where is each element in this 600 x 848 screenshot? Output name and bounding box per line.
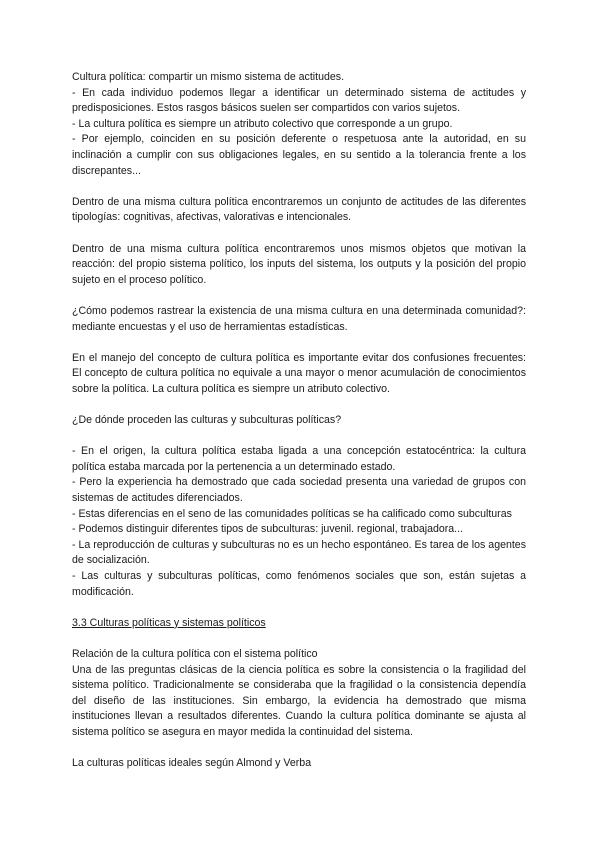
- paragraph-relation: Una de las preguntas clásicas de la ciencia política es sobre la consistencia o la fragilidad del sistema político. Tradicionalmente se consideraba que la fragilidad o la consistencia dependía del diseño de las instituciones. Sin embargo, la evidencia ha demostrado que misma instituciones llevan a resultados diferentes. Cuando la cultura política dominante se ajusta al sistema político se asegura en mayor medida la continuidad del sistema.: [72, 663, 526, 738]
- spacer: [72, 226, 526, 242]
- subheading: Relación de la cultura política con el sistema político: [72, 647, 318, 660]
- paragraph-objects: Dentro de una misma cultura política encontraremos unos mismos objetos que motivan la reacción: del propio sistema político, los inputs del sistema, los outputs y la posición del propio sujeto en el proceso político.: [72, 242, 526, 286]
- list-item: - Pero la experiencia ha demostrado que cada sociedad presenta una variedad de grupos con sistemas de actitudes diferenciados.: [72, 476, 526, 505]
- list-item: - Podemos distinguir diferentes tipos de subculturas: juvenil. regional, trabajadora...: [72, 523, 464, 536]
- question-origin: ¿De dónde proceden las culturas y subculturas políticas?: [72, 414, 342, 427]
- intro-block: [72, 70, 526, 179]
- spacer: [72, 600, 526, 616]
- origin-list: [72, 444, 526, 600]
- section-heading: 3.3 Culturas políticas y sistemas políticos: [72, 616, 266, 629]
- spacer: [72, 631, 526, 647]
- spacer: [72, 179, 526, 195]
- intro-bullet-3: - Por ejemplo, coinciden en su posición deferente o respetuosa ante la autoridad, en su inclinación a cumplir con sus obligaciones legales, en su sentido a la tolerancia frente a los discrepantes...: [72, 133, 526, 177]
- paragraph-tracking: ¿Cómo podemos rastrear la existencia de una misma cultura en una determinada comunidad?: mediante encuestas y el uso de herramientas estadísticas.: [72, 304, 526, 333]
- paragraph-ideal-cultures: La culturas políticas ideales según Almond y Verba: [72, 757, 312, 770]
- list-item: - Las culturas y subculturas políticas, como fenómenos sociales que son, están sujetas a modificación.: [72, 570, 526, 598]
- intro-title-line: Cultura política: compartir un mismo sistema de actitudes.: [72, 71, 345, 83]
- paragraph-confusions: En el manejo del concepto de cultura política es importante evitar dos confusiones frecuentes: El concepto de cultura política no equivale a una mayor o menor acumulación de conocimientos sobre la política. La cultura política es siempre un atributo colectivo.: [72, 351, 526, 395]
- relation-block: [72, 647, 526, 741]
- spacer: [72, 397, 526, 413]
- spacer: [72, 335, 526, 351]
- list-item: - En el origen, la cultura política estaba ligada a una concepción estatocéntrica: la cultura política estaba marcada por la pertenencia a un determinado estado.: [72, 445, 526, 473]
- spacer: [72, 288, 526, 304]
- spacer: [72, 429, 526, 445]
- paragraph-attitudes: Dentro de una misma cultura política encontraremos un conjunto de actitudes de las diferentes tipologías: cognitivas, afectivas, valorativas e intencionales.: [72, 195, 526, 224]
- list-item: - La reproducción de culturas y subculturas no es un hecho espontáneo. Es tarea de los agentes de socialización.: [72, 538, 526, 567]
- intro-bullet-1: - En cada individuo podemos llegar a identificar un determinado sistema de actitudes y predisposiciones. Estos rasgos básicos suelen ser compartidos con varios sujetos.: [72, 86, 526, 115]
- list-item: - Estas diferencias en el seno de las comunidades políticas se ha calificado como subculturas: [72, 507, 512, 520]
- intro-bullet-2: - La cultura política es siempre un atributo colectivo que corresponde a un grupo.: [72, 117, 453, 130]
- spacer: [72, 741, 526, 757]
